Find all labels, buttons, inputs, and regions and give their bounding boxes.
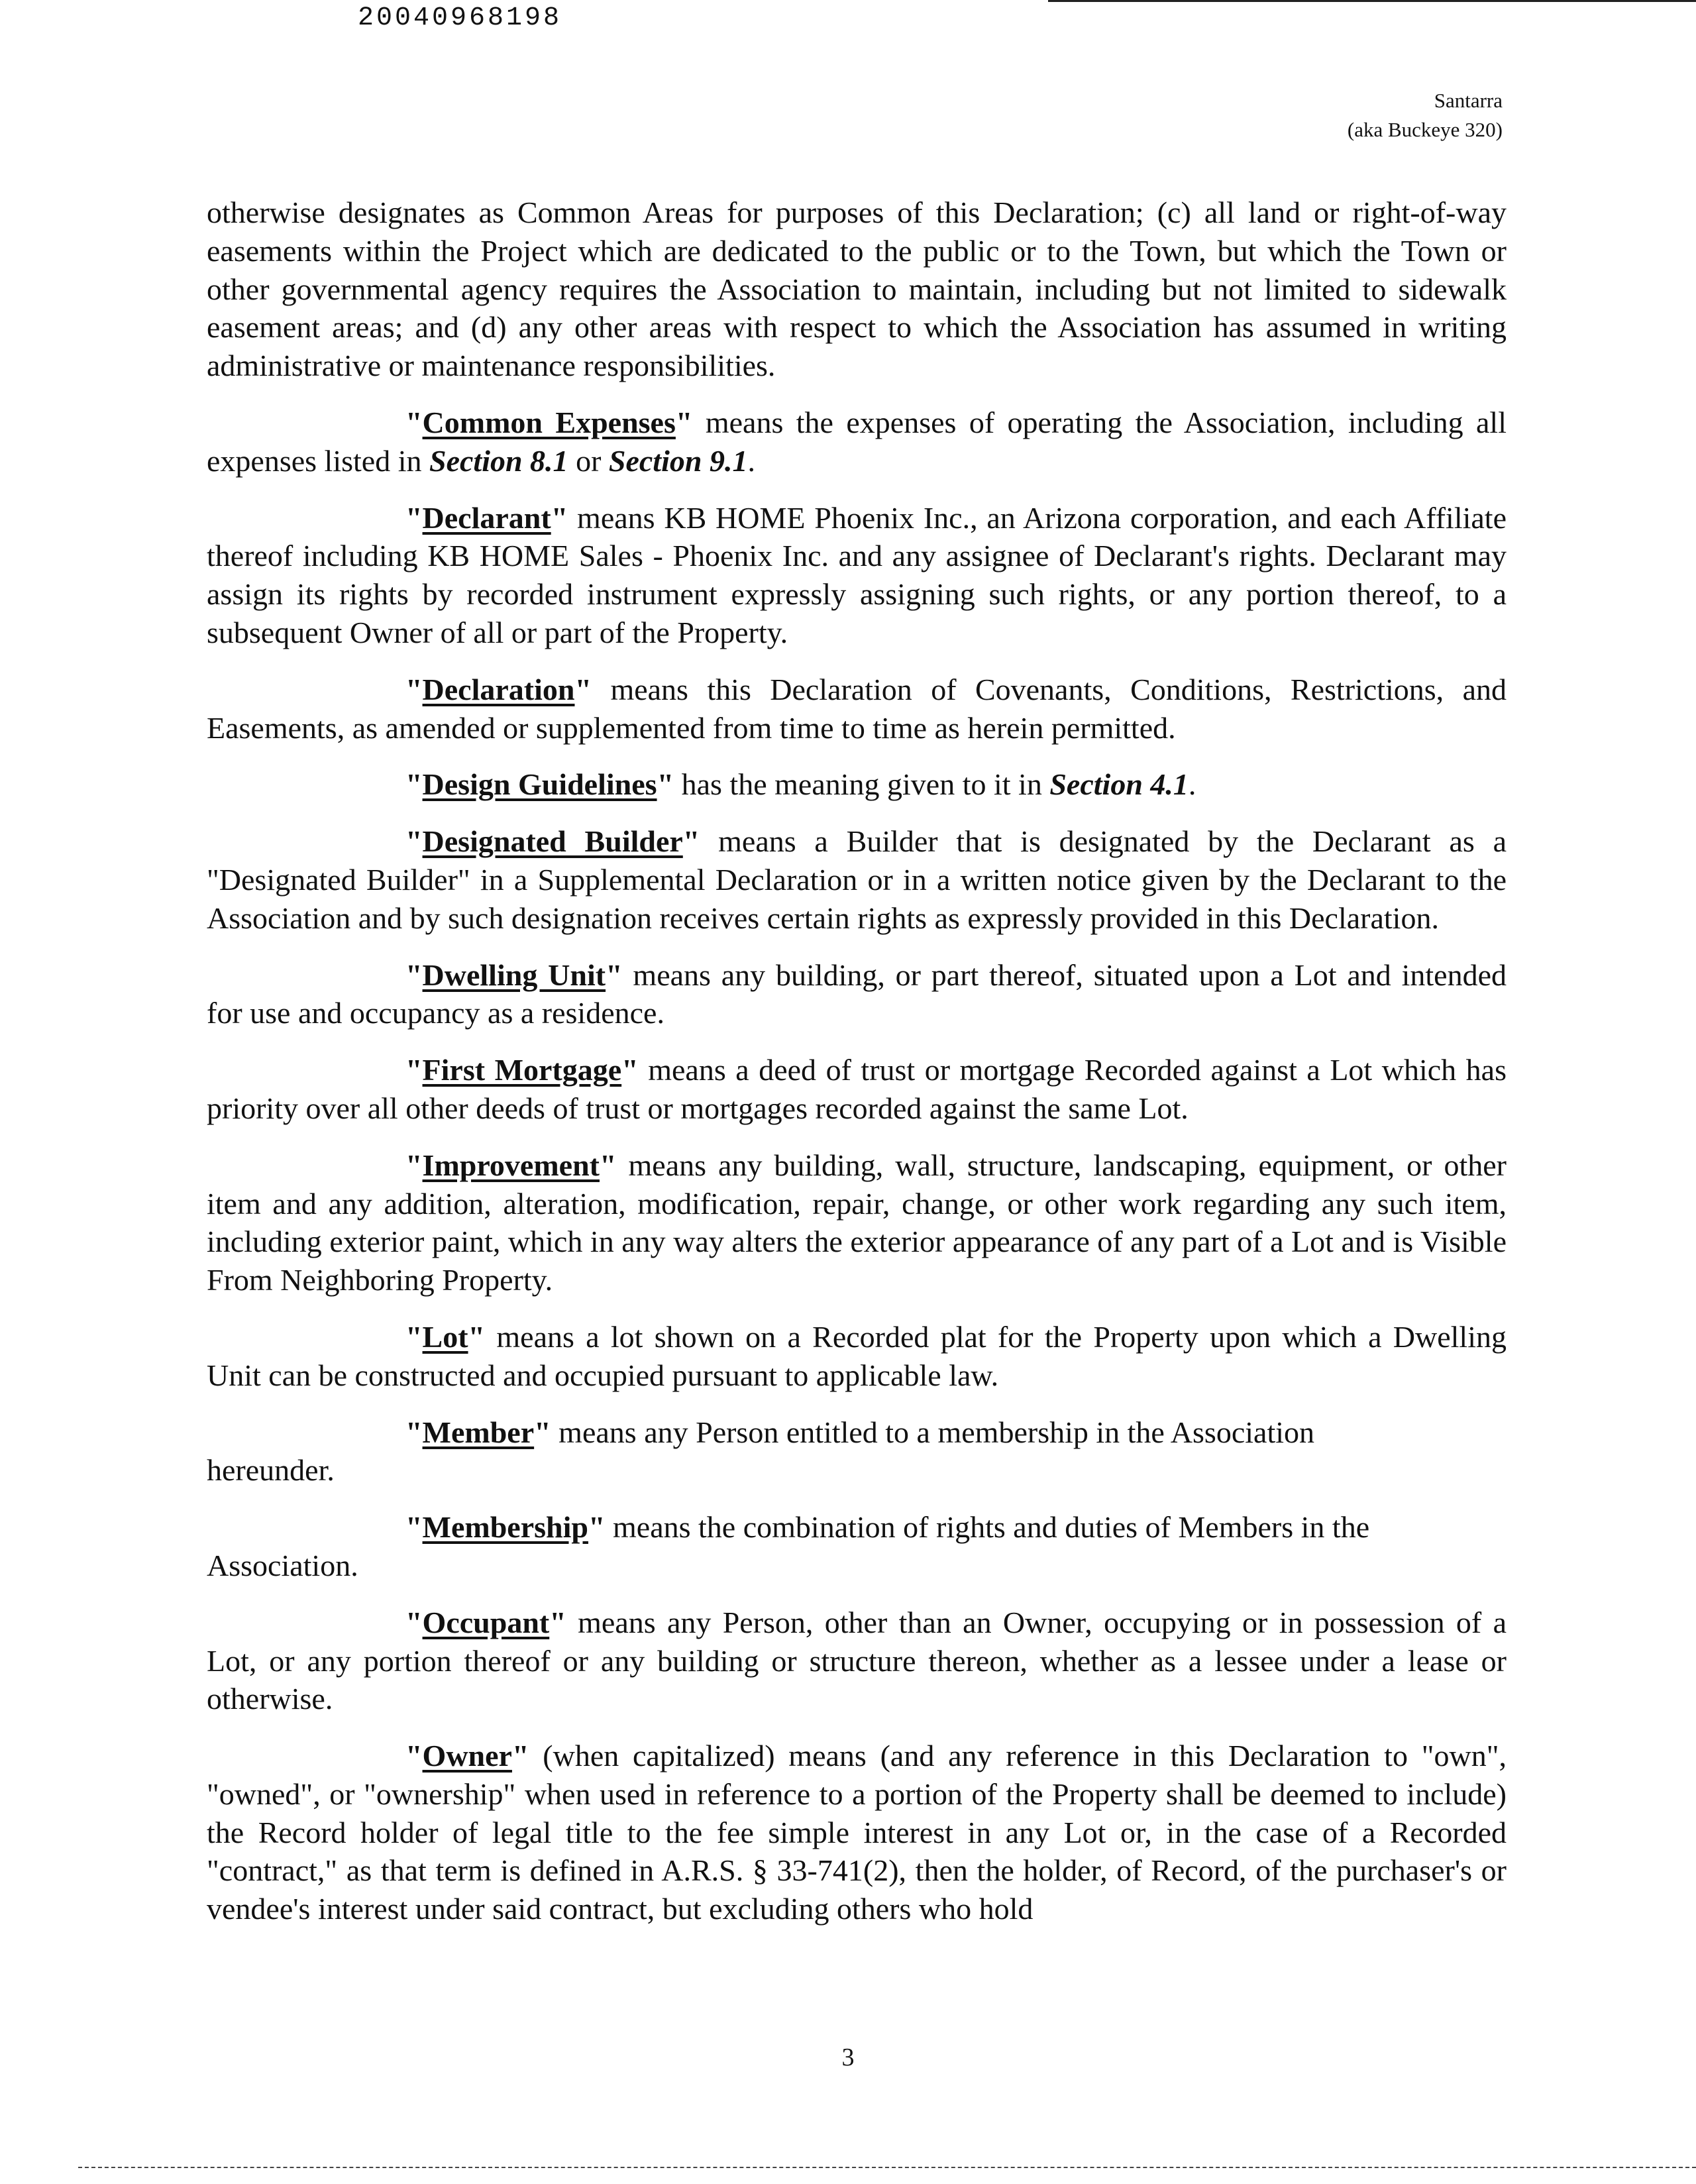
page-number: 3 [841, 2044, 855, 2071]
footer-rule [78, 2167, 1696, 2168]
property-alias: (aka Buckeye 320) [1347, 118, 1503, 141]
definition-improvement: "Improvement" means any building, wall, structure, landscaping, equipment, or other item and any addition, alteration, modification, repair, change, or other work regarding any such item, including exterior paint, which in any way alters the exterior appearance of any part of a Lot and is Visible From Neighboring Property. [207, 1148, 1507, 1297]
definition-designated-builder: "Designated Builder" means a Builder that is designated by the Declarant as a "Designated Builder" in a Supplemental Declaration or in a written notice given by the Declarant to the Association and by such designation receives certain rights as expressly provided in this Declaration. [207, 824, 1507, 935]
intro-paragraph: otherwise designates as Common Areas for purposes of this Declaration; (c) all land or right-of-way easements within the Project which are dedicated to the public or to the Town, but which the Town or other governmental agency requires the Association to maintain, including but not limited to sidewalk easement areas; and (d) any other areas with respect to which the Association has assumed in writing administrative or maintenance responsibilities. [207, 195, 1507, 383]
property-name: Santarra [1434, 89, 1503, 112]
definition-continuation: hereunder. [207, 1453, 335, 1488]
property-name-header [1348, 86, 1503, 144]
definition-lot: "Lot" means a lot shown on a Recorded plat for the Property upon which a Dwelling Unit can be constructed and occupied pursuant to applicable law. [207, 1319, 1507, 1392]
defined-term: "Declaration" [405, 672, 592, 706]
defined-term: "Common Expenses" [405, 405, 693, 439]
defined-term: "Lot" [405, 1319, 486, 1354]
definition-declarant: "Declarant" means KB HOME Phoenix Inc., an Arizona corporation, and each Affiliate thereof including KB HOME Sales - Phoenix Inc. and any assignee of Declarant's rights. Declarant may assign its rights by recorded instrument expressly assigning such rights, or any portion thereof, to a subsequent Owner of all or part of the Property. [207, 500, 1507, 649]
definition-dwelling-unit: "Dwelling Unit" means any building, or part thereof, situated upon a Lot and intended for use and occupancy as a residence. [207, 957, 1507, 1030]
document-body [207, 193, 1507, 1947]
recording-number: 20040968198 [357, 3, 562, 33]
defined-term: "Owner" [405, 1739, 529, 1773]
definition-owner: "Owner" (when capitalized) means (and any reference in this Declaration to "own", "owned", or "ownership" when used in reference to a portion of the Property shall be deemed to include) the Record holder of legal title to the fee simple interest in any Lot or, in the case of a Recorded "contract," as that term is defined in A.R.S. § 33-741(2), then the holder, of Record, of the purchaser's or vendee's interest under said contract, but excluding others who hold [207, 1739, 1507, 1926]
defined-term: "Declarant" [405, 500, 568, 535]
defined-term: "Dwelling Unit" [405, 957, 623, 992]
definition-membership: "Membership" means the combination of rights and duties of Members in the Association. [207, 1508, 1507, 1585]
defined-term: "First Mortgage" [405, 1053, 639, 1087]
section-reference: Section 8.1 [429, 443, 568, 478]
section-reference: Section 4.1 [1049, 767, 1189, 802]
defined-term: "Membership" [405, 1510, 606, 1545]
definition-first-mortgage: "First Mortgage" means a deed of trust or mortgage Recorded against a Lot which has priority over all other deeds of trust or mortgages recorded against the same Lot. [207, 1053, 1507, 1125]
defined-term: "Designated Builder" [405, 824, 700, 859]
defined-term: "Improvement" [405, 1148, 617, 1182]
definition-common-expenses: "Common Expenses" means the expenses of operating the Association, including all expenses listed in Section 8.1 or Section 9.1. [207, 405, 1507, 478]
definition-design-guidelines: "Design Guidelines" has the meaning given to it in Section 4.1. [405, 767, 1196, 802]
definition-continuation: Association. [207, 1548, 358, 1582]
definition-member: "Member" means any Person entitled to a membership in the Association hereunder. [207, 1413, 1507, 1490]
defined-term: "Design Guidelines" [405, 767, 674, 802]
definition-occupant: "Occupant" means any Person, other than an Owner, occupying or in possession of a Lot, or any portion thereof or any building or structure thereon, whether as a lessee under a lease or otherwise. [207, 1605, 1507, 1716]
defined-term: "Occupant" [405, 1605, 566, 1639]
header-rule [1048, 0, 1696, 2]
definition-declaration: "Declaration" means this Declaration of Covenants, Conditions, Restrictions, and Easements, as amended or supplemented from time to time as herein permitted. [207, 672, 1507, 745]
defined-term: "Member" [405, 1415, 551, 1449]
section-reference: Section 9.1 [608, 443, 748, 478]
